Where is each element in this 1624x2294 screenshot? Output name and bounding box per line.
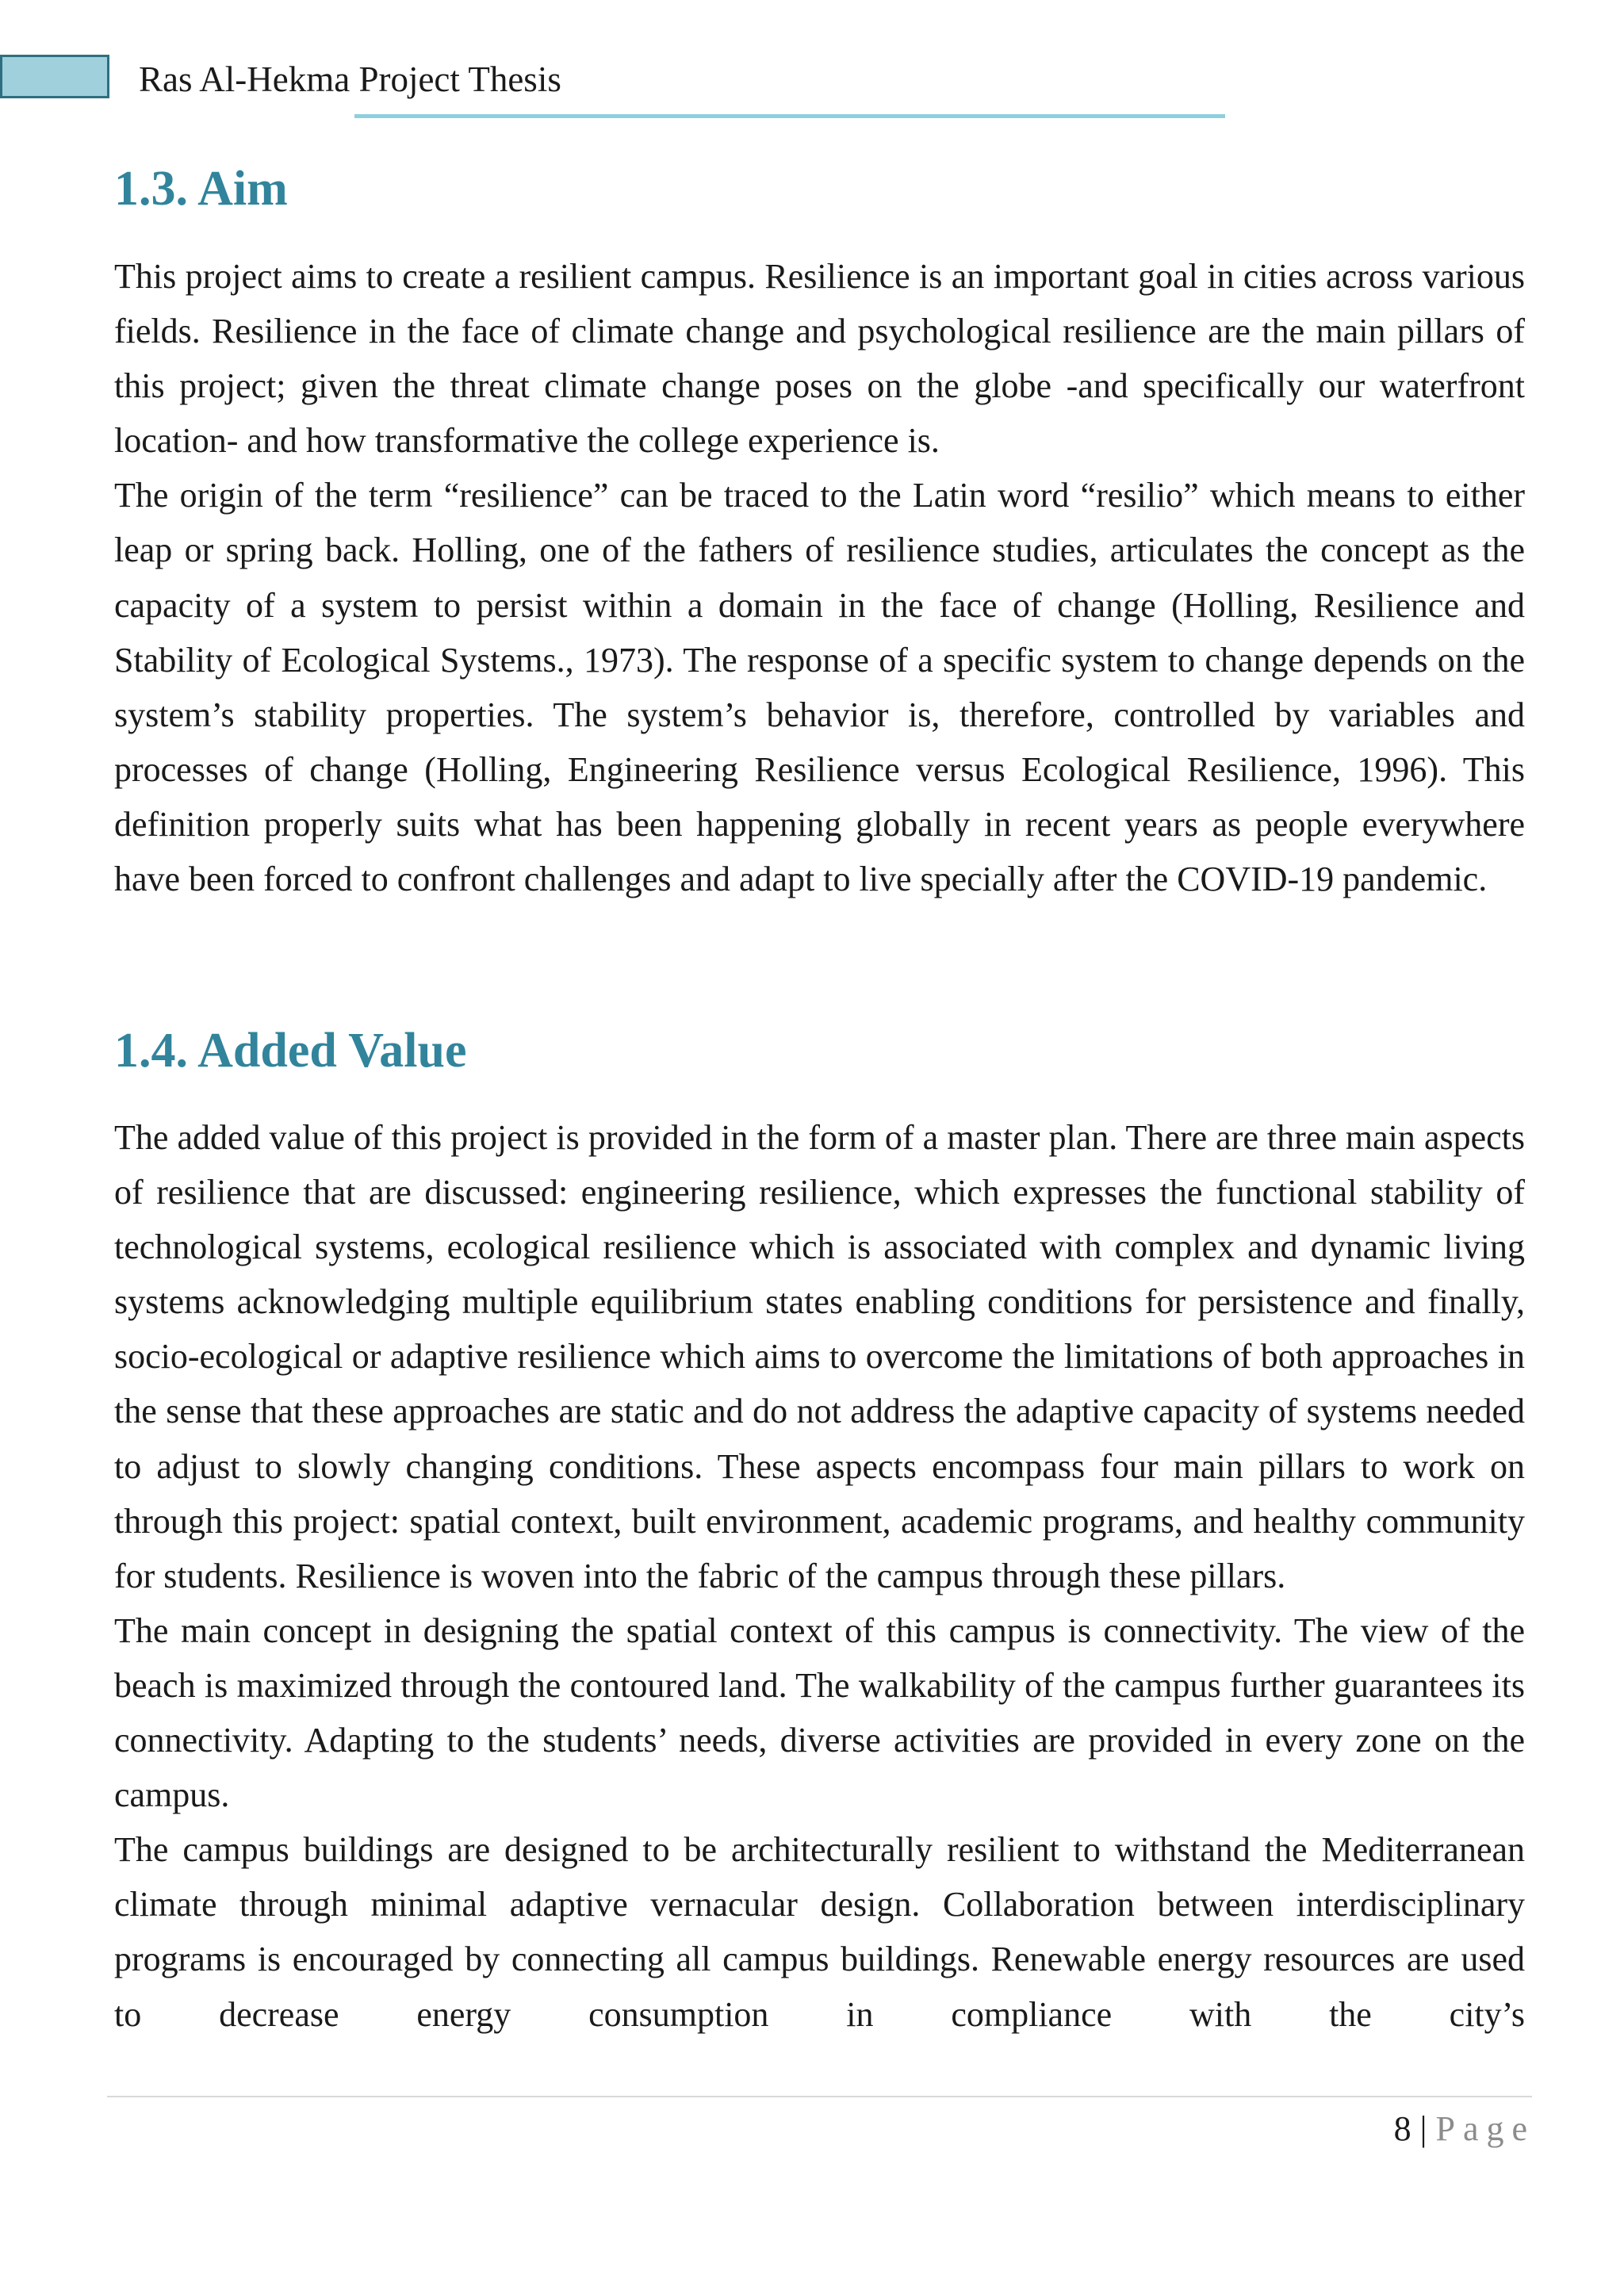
paragraph: The origin of the term “resilience” can be traced to the Latin word “resilio” which means to either leap or spring back. Holling, one of the fathers of resilience studies, articulates the concept as the capacity of a system to persist within a domain in the face of change (Holling, Resilience and Stability of Ecological Systems., 1973). The response of a specific system to change depends on the system’s stability properties. The system’s behavior is, therefore, controlled by variables and processes of change (Holling, Engineering Resilience versus Ecological Resilience, 1996). This definition properly suits what has been happening globally in recent years as people everywhere have been forced to confront challenges and adapt to live specially after the COVID-19 pandemic. bbox=[114, 476, 1525, 899]
header-rule bbox=[354, 114, 1225, 118]
paragraph: The added value of this project is provided in the form of a master plan. There are three main aspects of resilience that are discussed: engineering resilience, which expresses the functional stability of technological systems, ecological resilience which is associated with complex and dynamic living systems acknowledging multiple equilibrium states enabling conditions for persistence and finally, socio-ecological or adaptive resilience which aims to overcome the limitations of both approaches in the sense that these approaches are static and do not address the adaptive capacity of systems needed to adjust to slowly changing conditions. These aspects encompass four main pillars to work on through this project: spatial context, built environment, academic programs, and healthy community for students. Resilience is woven into the fabric of the campus through these pillars. bbox=[114, 1118, 1525, 1595]
paragraph: This project aims to create a resilient campus. Resilience is an important goal in cities across various fields. Resilience in the face of climate change and psychological resilience are the main pillars of this project; given the threat climate change poses on the globe -and specifically our waterfront location- and how transformative the college experience is. bbox=[114, 257, 1525, 461]
footer-rule bbox=[107, 2096, 1532, 2097]
header-title: Ras Al-Hekma Project Thesis bbox=[139, 59, 561, 99]
page-number-value: 8 bbox=[1393, 2109, 1411, 2148]
section-body-aim bbox=[114, 249, 1525, 906]
page-label: Page bbox=[1435, 2109, 1535, 2148]
section-heading-added-value: 1.4. Added Value bbox=[114, 1024, 467, 1078]
page-number-separator: | bbox=[1419, 2109, 1427, 2148]
section-heading-aim: 1.3. Aim bbox=[114, 162, 288, 216]
section-body-added-value bbox=[114, 1110, 1525, 2042]
header-color-block bbox=[0, 55, 109, 98]
paragraph: The campus buildings are designed to be architecturally resilient to withstand the Mediterranean climate through minimal adaptive vernacular design. Collaboration between interdisciplinary programs is encouraged by connecting all campus buildings. Renewable energy resources are used to decrease energy consumption in compliance with the city’s bbox=[114, 1830, 1525, 2034]
paragraph: The main concept in designing the spatial context of this campus is connectivity. The view of the beach is maximized through the contoured land. The walkability of the campus further guarantees its connectivity. Adapting to the students’ needs, diverse activities are provided in every zone on the campus. bbox=[114, 1610, 1525, 1815]
page-number bbox=[1394, 2105, 1535, 2153]
